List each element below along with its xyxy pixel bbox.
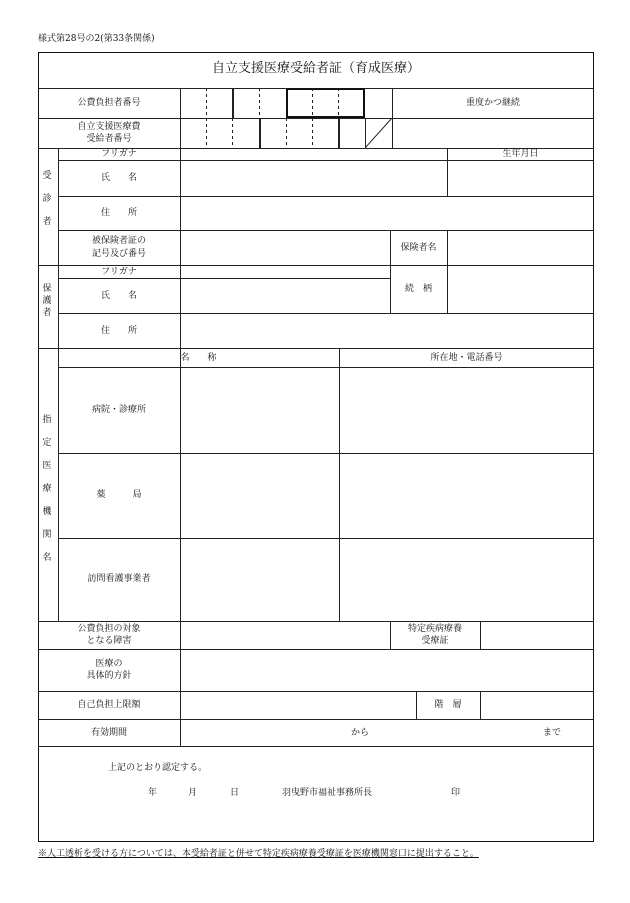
cert-year: 年 (148, 788, 158, 798)
insurance-card-label-line2: 記号及び番号 (91, 249, 146, 259)
relationship-label: 続 柄 (404, 284, 432, 294)
tier-label: 階 層 (434, 700, 462, 710)
pharmacy-label: 薬 局 (96, 490, 142, 500)
designated-facility-side-label: 指 定 医 療 機 関 名 (42, 415, 52, 563)
copay-limit-label: 自己負担上限額 (77, 700, 141, 710)
footnote: ※人工透析を受ける方については、本受給者証と併せて特定疾病療養受療証を医療機関窓口に提出すること。 (38, 849, 479, 859)
form-number: 様式第28号の2(第33条関係) (38, 34, 155, 44)
target-disability-label-line2: となる障害 (86, 636, 132, 646)
valid-until-text: まで (542, 728, 561, 738)
valid-from-text: から (350, 728, 369, 738)
insurance-card-label-line1: 被保険者証の (91, 236, 146, 246)
patient-side-label: 受 診 者 (42, 171, 52, 227)
page-title: 自立支援医療受給者証（育成医療） (211, 61, 420, 76)
valid-period-label: 有効期間 (90, 728, 127, 738)
hospital-label: 病院・診療所 (91, 405, 146, 415)
patient-furigana-label: フリガナ (101, 149, 137, 159)
birthdate-label: 生年月日 (502, 149, 539, 159)
target-disability-label-line1: 公費負担の対象 (77, 624, 141, 634)
seal-mark: 印 (451, 788, 461, 798)
facility-address-header: 所在地・電話番号 (430, 353, 503, 363)
certification-statement: 上記のとおり認定する。 (108, 763, 208, 773)
guardian-side-label: 保 護 者 (42, 284, 52, 318)
public-payer-number-label: 公費負担者番号 (77, 98, 141, 108)
check-digit-slash (365, 118, 392, 148)
cert-month: 月 (188, 788, 198, 798)
issuer-name: 羽曳野市福祉事務所長 (282, 788, 373, 798)
specific-disease-label-line2: 受療証 (421, 636, 449, 646)
treatment-policy-label-line2: 具体的方針 (86, 671, 132, 681)
recipient-number-label-line2: 受給者番号 (86, 134, 132, 144)
facility-name-header: 名 称 (180, 353, 217, 363)
patient-address-label: 住 所 (100, 208, 137, 218)
serious-continuous-label: 重度かつ継続 (465, 98, 520, 108)
specific-disease-label-line1: 特定疾病療養 (407, 624, 462, 634)
recipient-number-label-line1: 自立支援医療費 (77, 122, 141, 132)
guardian-furigana-label: フリガナ (101, 267, 137, 277)
treatment-policy-label-line1: 医療の (95, 659, 123, 669)
patient-name-label: 氏 名 (100, 173, 137, 183)
certificate-frame (38, 52, 594, 842)
guardian-name-label: 氏 名 (100, 291, 137, 301)
cert-day: 日 (230, 788, 240, 798)
insurer-name-label: 保険者名 (400, 243, 437, 253)
guardian-address-label: 住 所 (100, 326, 137, 336)
visiting-nursing-label: 訪問看護事業者 (87, 574, 151, 584)
